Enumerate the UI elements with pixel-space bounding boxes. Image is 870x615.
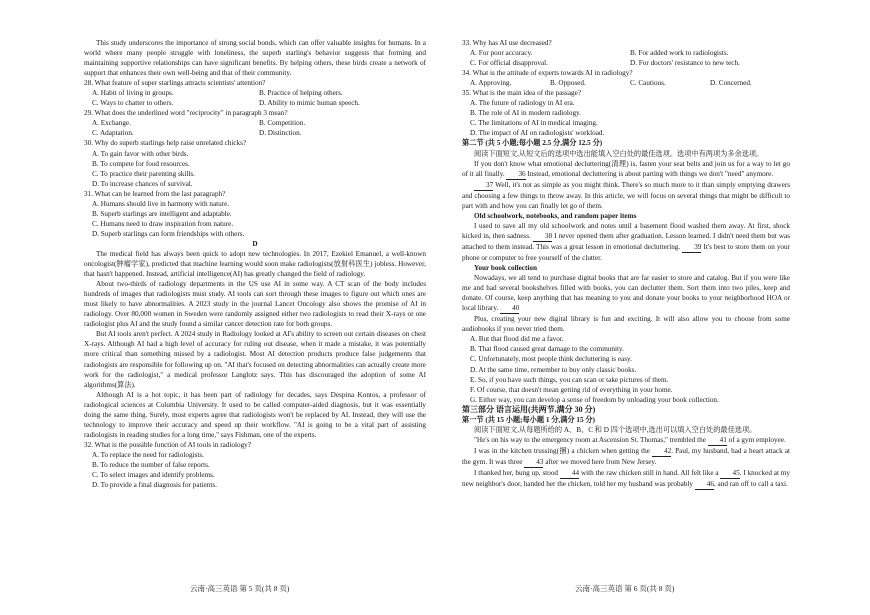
choice-b: B. That flood caused great damage to the community. xyxy=(470,345,624,354)
question-32: 32. What is the possible function of AI tools in radiology? xyxy=(84,440,251,449)
passage-d-paragraph-2: About two-thirds of radiology departments in the US use AI in some way. A CT scan of the body includes hundreds of images that radiologists must study. AI tools can sort through these images to figure out which ones are most likely to have abnormalities. A 2023 study in the journal Lancet Oncology also shows the promise of AI in radiology. Over 80,000 women in Sweden were randomly assigned either two radiologists to read their X-rays or one radiologist plus AI and the study found a similar cancer detection rate for both groups. xyxy=(84,280,426,329)
option-d: D. Superb starlings can form friendships with others. xyxy=(92,229,245,238)
option-d: D. Ability to mimic human speech. xyxy=(259,99,360,108)
section-2-title: 第二节 (共 5 小题;每小题 2.5 分,满分 12.5 分) xyxy=(462,139,603,148)
page-footer-right: 云南·高三英语 第 6 页(共 8 页) xyxy=(575,584,675,593)
blank-43: 43 xyxy=(524,457,543,468)
question-30: 30. Why do superb starlings help raise unrelated chicks? xyxy=(84,139,247,148)
option-b: B. To compete for food resources. xyxy=(92,159,190,168)
option-a: A. Approving. xyxy=(470,79,512,88)
passage-d-paragraph-3: But AI tools aren't perfect. A 2024 study in Radiology looked at AI's ability to screen out certain diseases on chest X-rays. Although AI had a high level of accuracy for ruling out disease, when it made a mistake, it was potentially more critical than something missed by a radiologist. Most AI detection products produce false judgements that radiologists are responsible for following up on. "AI that's focused on detecting abnormalities can actually create more work for the radiologist," a medical professor Langlotz says. This has discouraged the adoption of some AI algorithms(算法). xyxy=(84,330,426,389)
part-3-title: 第三部分 语言运用(共两节,满分 30 分) xyxy=(462,404,596,414)
subheading-books: Your book collection xyxy=(474,264,537,273)
option-a: A. Habit of living in groups. xyxy=(92,89,174,98)
option-a: A. Humans should live in harmony with nature. xyxy=(92,199,230,208)
option-b: B. To reduce the number of false reports. xyxy=(92,460,210,469)
option-c: C. Cautious. xyxy=(630,79,666,88)
blank-38: 38 xyxy=(533,231,552,242)
option-d: D. Distinction. xyxy=(259,129,302,138)
option-b: B. Competition. xyxy=(259,119,306,128)
question-31: 31. What can be learned from the last paragraph? xyxy=(84,189,226,198)
option-c: C. Humans need to draw inspiration from nature. xyxy=(92,219,234,228)
blank-37: 37 xyxy=(474,180,493,191)
option-a: A. The future of radiology in AI era. xyxy=(470,99,575,108)
option-c: C. To practice their parenting skills. xyxy=(92,169,195,178)
question-29-options xyxy=(84,118,426,128)
option-b: B. The role of AI in modern radiology. xyxy=(470,109,581,118)
question-34: 34. What is the attitude of experts towards AI in radiology? xyxy=(462,69,633,78)
option-a: A. To gain favor with other birds. xyxy=(92,149,189,158)
option-c: C. For official disapproval. xyxy=(470,59,548,68)
choice-d: D. At the same time, remember to buy only classic books. xyxy=(470,365,637,374)
option-c: C. To select images and identify problems. xyxy=(92,471,215,480)
blank-44: 44 xyxy=(560,468,579,479)
option-d: D. The impact of AI on radiologists' workload. xyxy=(470,129,605,138)
cloze-paragraph-3: I used to save all my old schoolwork and notes until a basement flood washed them away. At first, shock kicked in, then sadness. 38 I never opened them after graduation. Lesson learned. I didn't need them but was attached to them instead. This was a great lesson in emotional decluttering. 39 It's best to store them on your phone or computer to free yourself of the clutter. xyxy=(462,221,791,262)
blank-46: 46 xyxy=(695,479,714,490)
option-b: B. Superb starlings are intelligent and adaptable. xyxy=(92,209,232,218)
option-d: D. Concerned. xyxy=(710,79,752,88)
cloze-paragraph-1: If you don't know what emotional decluttering(清理) is, fasten your seat belts and join us for a way to let go of it all finally. 36 Instead, emotional decluttering is about parting with things we don't "need" anymore. xyxy=(462,159,790,180)
option-c: C. The limitations of AI in medical imaging. xyxy=(470,119,598,128)
choice-f: F. Of course, that doesn't mean getting rid of everything in your home. xyxy=(470,385,673,394)
section-1-instructions: 阅读下面短文,从每题所给的 A、B、C 和 D 四个选项中,选出可以填入空白处的最佳选项。 xyxy=(474,425,757,434)
option-a: A. To replace the need for radiologists. xyxy=(92,450,204,459)
passage-c-final-paragraph: This study underscores the importance of strong social bonds, which can offer valuable insights for humans. In a world where many people struggle with loneliness, the superb starling's behavior suggests that forming and maintaining supportive relationships can have significant benefits. By helping others, these birds create a network of support that enhances their own well-being and that of their community. xyxy=(84,39,426,78)
subheading-schoolwork: Old schoolwork, notebooks, and random paper items xyxy=(474,211,637,220)
option-a: A. For poor accuracy. xyxy=(470,49,533,58)
left-column xyxy=(84,38,426,490)
blank-42: 42 xyxy=(652,446,671,457)
option-c: C. Ways to chatter to others. xyxy=(92,99,174,108)
option-d: D. To provide a final diagnosis for patients. xyxy=(92,481,217,490)
question-35: 35. What is the main idea of the passage? xyxy=(462,89,582,98)
question-33: 33. Why has AI use decreased? xyxy=(462,39,552,47)
blank-39: 39 xyxy=(682,242,701,253)
choice-a: A. But that flood did me a favor. xyxy=(470,335,564,344)
cloze-paragraph-5: Plus, creating your new digital library is fun and exciting. It will also allow you to choose from some audiobooks if you never tried them. xyxy=(462,315,790,334)
page-footer-left: 云南·高三英语 第 5 页(共 8 页) xyxy=(190,584,290,593)
option-c: C. Adaptation. xyxy=(92,129,134,138)
blank-36: 36 xyxy=(506,169,525,180)
right-column xyxy=(462,38,790,490)
question-28-options xyxy=(84,88,426,98)
question-29: 29. What does the underlined word "reciprocity" in paragraph 3 mean? xyxy=(84,109,288,118)
passage-d-heading: D xyxy=(252,239,258,248)
option-d: D. For doctors' resistance to new tech. xyxy=(630,59,740,68)
section-1-title: 第一节 (共 15 小题;每小题 1 分,满分 15 分) xyxy=(462,415,595,424)
blank-41: 41 xyxy=(708,435,727,446)
choice-e: E. So, if you have such things, you can scan or take pictures of them. xyxy=(470,375,669,384)
cloze2-paragraph-2: I was in the kitchen trussing(捆) a chicken when getting the 42. Paul, my husband, had a heart attack at the gym. It was three 43 after we moved here from New Jersey. xyxy=(462,446,790,468)
blank-45: 45 xyxy=(720,468,739,479)
option-b: B. Opposed. xyxy=(550,79,586,88)
choice-g: G. Either way, you can develop a sense of freedom by unloading your book collection. xyxy=(470,395,719,404)
option-b: B. Practice of helping others. xyxy=(259,89,343,98)
option-b: B. For added work to radiologists. xyxy=(630,49,729,58)
choice-c: C. Unfortunately, most people think decluttering is easy. xyxy=(470,355,632,364)
passage-d-paragraph-4: Although AI is a hot topic, it has been part of radiology for decades, says Despina Kontos, a professor of radiological sciences at Columbia University. It used to be called computer-aided diagnosis, but it was essentially doing the same thing. Surely, most experts agree that radiologists won't be replaced by AI. Instead, they will use the technology to improve their accuracy and speed up their workflow. "AI is going to be a vital part of assisting radiologists in reading studies for a long time," says Fishman, one of the experts. xyxy=(84,390,426,439)
blank-40: 40 xyxy=(500,303,519,314)
option-d: D. To increase chances of survival. xyxy=(92,179,193,188)
cloze-paragraph-4: Nowadays, we all tend to purchase digital books that are far easier to store and catalog. But if you were like me and had several bookshelves filled with books, you can declutter them. Sort them into two piles, keep and donate. Of course, keep anything that has meaning to you and donate your books to your neighborhood HOA or local library. 40 xyxy=(462,273,790,314)
cloze-paragraph-2: 37 Well, it's not as simple as you might think. There's so much more to it than simply emptying drawers and choosing a few things to throw away. In this article, we will focus on several things that might be difficult to part with and how you can finally let go of them. xyxy=(462,180,791,210)
option-a: A. Exchange. xyxy=(92,119,131,128)
section-2-instructions: 阅读下面短文,从短文后的选项中选出能填入空白处的最佳选项。选项中有两项为多余选项。 xyxy=(474,149,764,158)
question-28: 28. What feature of super starlings attracts scientists' attention? xyxy=(84,79,266,88)
cloze2-paragraph-1: "He's on his way to the emergency room at Ascension St. Thomas," trembled the 41 of a gym employee. xyxy=(462,435,790,446)
cloze2-paragraph-3: I thanked her, hung up, stood 44 with the raw chicken still in hand. All felt like a 45. I knocked at my new neighbor's door, handed her the chicken, told her my husband was probably 46, and ran off to call a taxi. xyxy=(462,468,790,490)
passage-d-paragraph-1: The medical field has always been quick to adopt new technologies. In 2017, Ezekiel Emanuel, a well-known oncologist(肿瘤学家), predicted that machine learning would soon make radiologists(放射科医生) jobless. However, that hasn't happened. Instead, artificial intelligence(AI) has greatly changed the field of radiology. xyxy=(84,249,426,279)
